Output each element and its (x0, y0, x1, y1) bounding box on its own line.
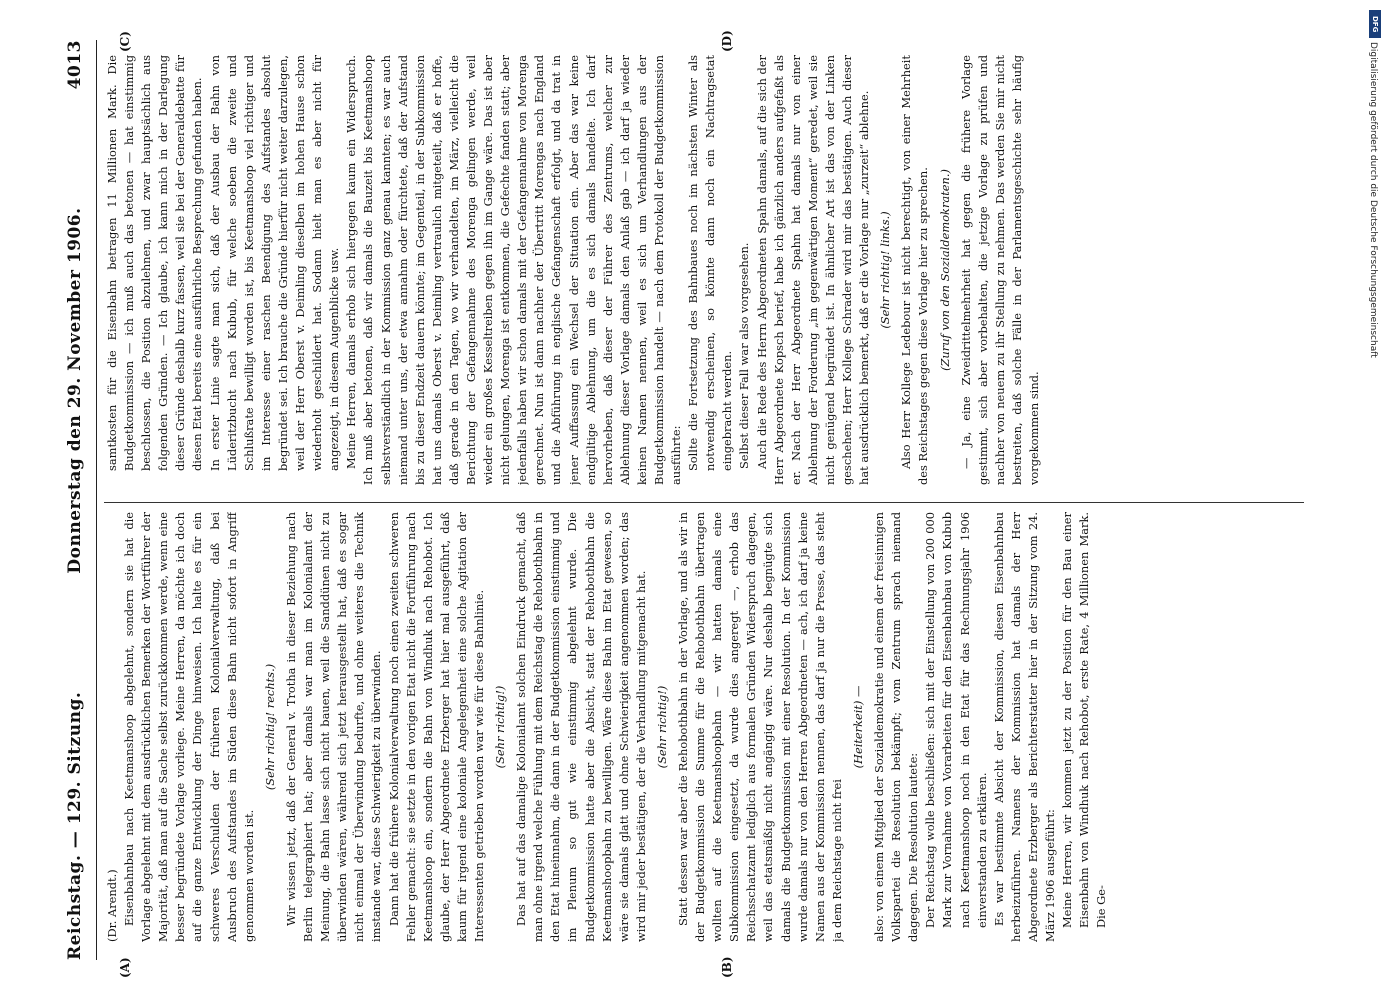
right-paragraph: Meine Herren, damals erhob sich hiergegen kaum ein Widerspruch. Ich muß aber betonen, daß wir damals die Bauzeit bis Keetmanshoop selbstverständlich in der Kommission ganz genau kannten; es war auch niemand unter uns, der etwa annahm oder fürchtete, daß der Aufstand bis zu dieser Endzeit dauern könnte; im Gegenteil, in der Subkommission hat uns damals Oberst v. Deimling vertraulich mitgeteilt, daß er hoffe, daß gerade in den Tagen, wo wir verhandelten, im März, vielleicht die Berichtung der Gefangennahme des Morenga gelingen werde, weil wieder ein großes Kesseltreiben gegen ihn im Gange wäre. Das ist aber nicht gelungen, Morenga ist entkommen, die Gefechte fanden statt; aber jedenfalls haben wir schon damals mit der Gefangennahme von Morenga gerechnet. Nun ist dann nachher der Übertritt Morengas nach England und die Abführung in englische Gefangenschaft erfolgt, und da trat in jener Auffassung ein Wechsel der Situation ein. Aber das war keine endgültige Ablehnung, um die es sich damals handelte. Ich darf hervorheben, daß dieser der Führer des Zentrums, welcher zur Ablehnung dieser Vorlage damals den Anlaß gab — ich darf ja wieder keinen Namen nennen, weil es sich um Verhandlungen aus der Budgetkommission handelt — nach dem Protokoll der Budgetkommission ausführte: (344, 55, 684, 485)
dfg-logo: DFG (1369, 10, 1381, 38)
right-paragraph: Selbst dieser Fall war also vorgesehen. (737, 242, 752, 469)
right-quote: In erster Linie sagte man sich, daß der Ausbau der Bahn von Lüderitzbucht nach Kubub, für welche soeben die zweite und Schlußrate bewilligt worden ist, bis Keetmanshoop viel richtiger und im Interesse einer raschen Beendigung des Aufstandes absolut begründet sei. Ich brauche die Gründe hierfür nicht weiter darzulegen, weil der Herr Oberst v. Deimling dieselben im hohen Hause schon wiederholt geschildert hat. Sodann hielt man es aber nicht für angezeigt, in diesem Augenblicke usw. (207, 55, 342, 471)
speaker-tag: (Dr. Arendt.) (105, 869, 119, 942)
marker-b: (B) (720, 956, 734, 978)
left-interjection: (Heiterkeit) — (850, 685, 865, 769)
marker-d: (D) (720, 30, 734, 52)
resolution-quote: Der Reichstag wolle beschließen: sich mit der Einstellung von 200 000 Mark zur Vornahme von Vorarbeiten für den Eisenbahnbau von Kubub nach Keetmanshoop noch in den Etat für das Rechnungsjahr 1906 einverstanden zu erklären. (923, 512, 989, 928)
left-paragraph: Wir wissen jetzt, daß der General v. Trotha in dieser Beziehung nach Berlin telegraphiert hat; aber damals war man im Kolonialamt der Meinung, die Bahn lasse sich nicht bauen, weil die Sanddünen nicht zu überwinden wären, während sich jetzt herausgestellt hat, daß es sogar nicht einmal der Überwindung bedurfte, und ohne weiteres die Technik imstande war, diese Schwierigkeit zu überwinden. (283, 512, 384, 942)
right-column (104, 55, 1304, 485)
digitization-credit: Digitalisierung gefördert durch die Deutsche Forschungsgemeinschaft (1368, 42, 1378, 358)
right-quote: samtkosten für die Eisenbahn betragen 11 Millionen Mark. Die Budgetkommission — ich muß auch das betonen — hat einstimmig beschlossen, die Position abzulehnen, und zwar hauptsächlich aus folgenden Gründen. — Ich glaube, ich kann mich in der Darlegung dieser Gründe deshalb kurz fassen, weil sie bei der Generaldebatte für diesen Etat bereits eine ausführliche Besprechung gefunden haben. (105, 55, 205, 471)
page-header (58, 40, 92, 960)
marker-c: (C) (118, 31, 132, 52)
left-paragraph: also: von einem Mitglied der Sozialdemokratie und einem der freisinnigen Volkspartei die Resolution bekämpft; vom Zentrum sprach niemand dagegen. Die Resolution lautete: (872, 512, 921, 942)
left-column (104, 512, 1304, 942)
left-paragraph: Eisenbahnbau nach Keetmanshoop abgelehnt, sondern sie hat die Vorlage abgelehnt mit dem ausdrücklichen Bemerken der Wortführer der Majorität, daß man auf die Sache selbst zurückkommen werde, wenn eine besser begründete Vorlage vorliege. Meine Herren, da möchte ich doch auf die ganze Entwicklung der Dinge hinweisen. Ich halte es für ein schweres Verschulden der früheren Kolonialverwaltung, daß bei Ausbruch des Aufstandes im Süden diese Bahn nicht sofort in Angriff genommen worden ist. (122, 512, 256, 942)
left-interjection: (Sehr richtig! rechts.) (262, 663, 277, 791)
right-quote: Sollte die Fortsetzung des Bahnbaues noch im nächsten Winter als notwendig erscheinen, so könnte dann noch ein Nachtragsetat eingebracht werden. (686, 55, 735, 471)
right-interjection: (Sehr richtig! links.) (878, 211, 893, 329)
right-paragraph: — Ja, eine Zweidrittelmehrheit hat gegen die frühere Vorlage gestimmt, sich aber vorbehalten, die jetzige Vorlage zu prüfen und nachher von neuem zu ihr Stellung zu nehmen. Das werden Sie mir nicht bestreiten, daß solche Fälle in der Parlamentsgeschichte sehr häufig vorgekommen sind. (958, 55, 1041, 485)
left-paragraph: Dann hat die frühere Kolonialverwaltung noch einen zweiten schweren Fehler gemacht: sie setzte in den vorigen Etat nicht die Fortführung nach Keetmanshoop ein, sondern die Bahn von Windhuk nach Rehobot. Ich glaube, der Herr Abgeordnete Erzberger hat hier mal ausgeführt, daß kaum für irgend eine koloniale Angelegenheit eine solche Agitation der Interessenten getrieben worden war wie für diese Bahnlinie. (386, 512, 486, 942)
header-left: Reichstag. — 129. Sitzung. (65, 691, 85, 960)
left-paragraph: Statt dessen war aber die Rehobothbahn in der Vorlage, und als wir in der Budgetkommission die Summe für die Rehobothbahn übertragen wollten auf die Keetmanshoopbahn — wir hatten damals eine Subkommission eingesetzt, da wurde dies angeregt —, erhob das Reichsschatzamt lediglich aus formalen Gründen Widerspruch dagegen, weil das etatsmäßig nicht angängig wäre. Nur deshalb begnügte sich damals die Budgetkommission mit einer Resolution. In der Kommission wurde damals nur von den Herren Abgeordneten — ach, ich darf ja keine Namen aus der Kommission nennen, das darf ja nur die Presse, das steht ja dem Reichstage nicht frei (676, 512, 844, 942)
right-paragraph: Also Herr Kollege Ledebour ist nicht berechtigt, von einer Mehrheit des Reichstages gegen diese Vorlage hier zu sprechen. (899, 55, 931, 485)
page-number: 4013 (65, 40, 85, 90)
right-paragraph: Auch die Rede des Herrn Abgeordneten Spahn damals, auf die sich der Herr Abgeordnete Kopsch berief, habe ich gänzlich anders aufgefaßt als er. Nach der Herr Abgeordnete Spahn hat damals nur von einer Ablehnung der Forderung „im gegenwärtigen Moment“ geredet, weil sie nicht genügend begründet ist. In ähnlicher Art ist das von der Linken geschehen; Herr Kollege Schrader wird mir das bestätigen. Auch dieser hat ausdrücklich bemerkt, daß er die Vorlage nur „zurzeit“ ablehne. (754, 55, 872, 485)
left-paragraph: Das hat auf das damalige Kolonialamt solchen Eindruck gemacht, daß man ohne irgend welche Fühlung mit dem Reichstag die Rehobothbahn in den Etat hineinnahm, die dann in der Budgetkommission einstimmig und im Plenum so gut wie einstimmig abgelehnt wurde. Die Budgetkommission hatte aber die Absicht, statt der Rehobothbahn die Keetmanshoopbahn zu bewilligen. Wäre diese Bahn im Etat gewesen, so wäre sie damals glatt und ohne Schwierigkeit angenommen worden; das wird mir jeder bestätigen, der die Verhandlung mitgemacht hat. (514, 512, 648, 942)
left-quote: Meine Herren, wir kommen jetzt zu der Position für den Bau einer Eisenbahn von Windhuk nach Rehobot, erste Rate, 4 Millionen Mark. Die Ge- (1060, 512, 1109, 928)
left-interjection: (Sehr richtig!) (654, 685, 669, 769)
marker-a: (A) (118, 957, 132, 978)
right-interjection: (Zuruf von den Sozialdemokraten.) (937, 169, 952, 371)
header-date: Donnerstag den 29. November 1906. (65, 207, 85, 574)
left-paragraph: Es war bestimmte Absicht der Kommission, diesen Eisenbahnbau herbeizuführen. Namens der Kommission hat damals der Herr Abgeordnete Erzberger als Berichterstatter hier in der Sitzung vom 24. März 1906 ausgeführt: (991, 512, 1057, 942)
left-interjection: (Sehr richtig!) (493, 685, 508, 769)
header-rule (96, 40, 97, 960)
column-divider (104, 502, 1304, 503)
